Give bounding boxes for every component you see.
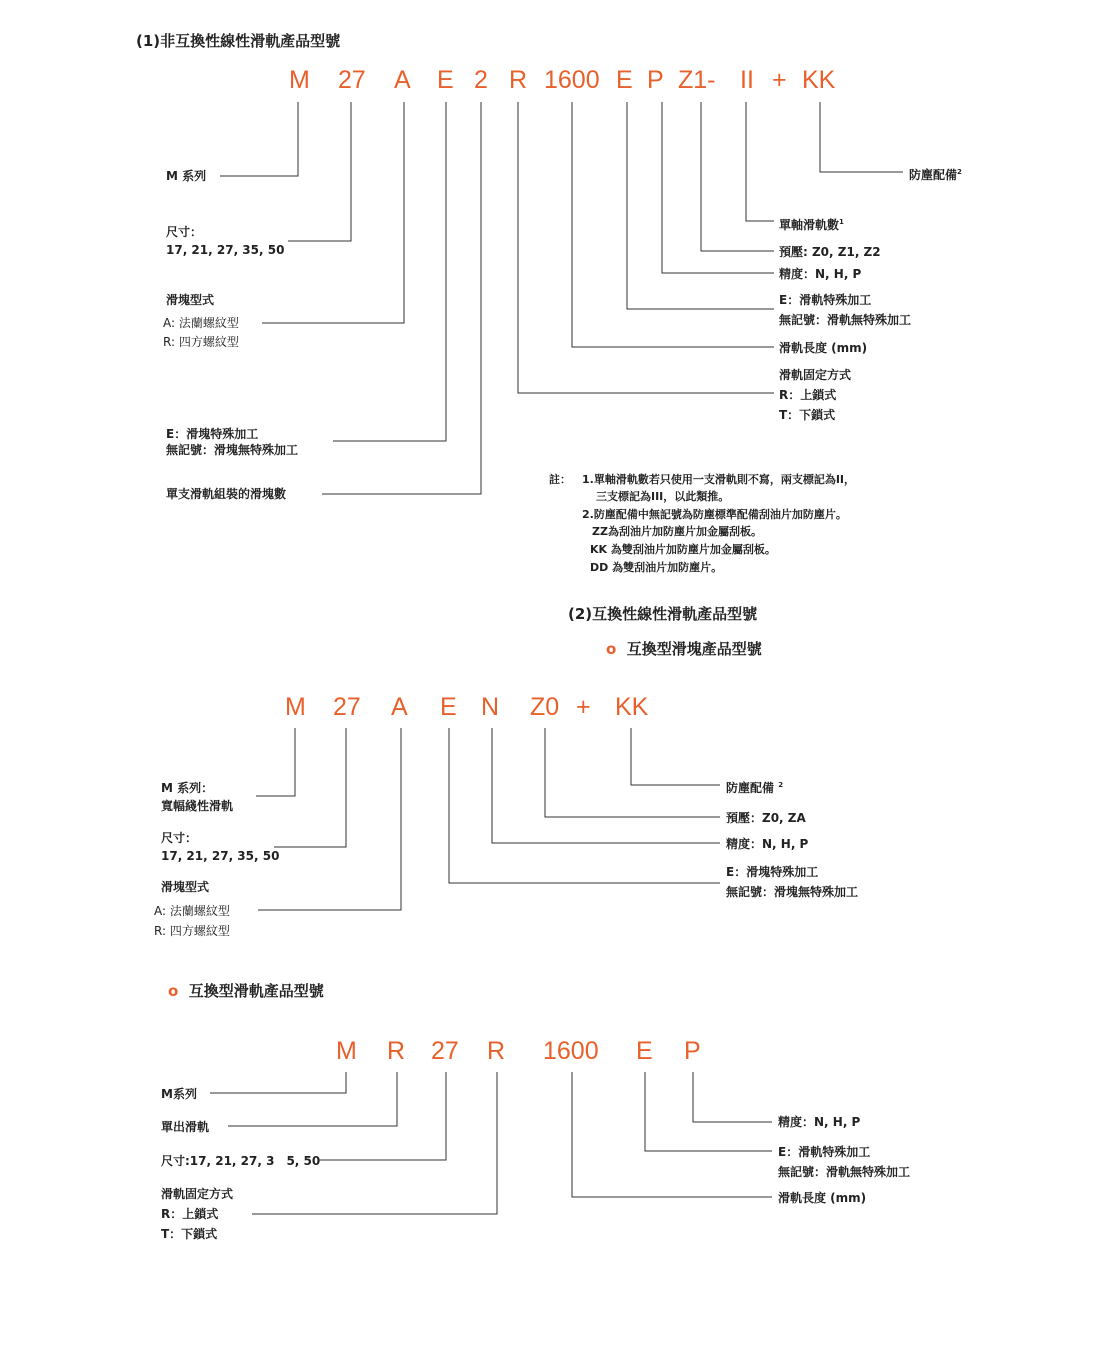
code3-rail-e: E [636,1037,653,1065]
s1-single-rail-label: 單軸滑軌數$^1$ [779,218,844,232]
code2-plus: + [576,693,591,721]
s1-line-preload [701,102,774,251]
s2-series-line2: 寬幅綫性滑軌 [161,799,234,813]
s3-size-label: 尺寸:17, 21, 27, 3 5, 50 [161,1154,321,1168]
s3-e-line1: E：滑軌特殊加工 [778,1145,871,1159]
code2-series: M [285,693,306,721]
code3-accuracy: P [684,1037,701,1065]
s1-fix-title: 滑軌固定方式 [779,368,852,382]
s2-line-block-type [258,728,401,910]
code1-plus: + [772,66,787,94]
s3-line-accuracy [693,1072,772,1122]
note-2b: ZZ為刮油片加防塵片加金屬刮板。 [592,525,762,538]
s3-line-length [572,1072,772,1197]
code1-block-e: E [437,66,454,94]
s2-dust-label: 防塵配備 $^2$ [726,781,784,795]
s2-block-type-r: R: 四方螺紋型 [154,924,230,938]
s3-line-rail-e [645,1072,772,1151]
s1-block-type-r: R: 四方螺紋型 [163,335,239,349]
code1-series: M [289,66,310,94]
s3-single-rail-label: 單出滑軌 [161,1120,210,1134]
s1-line-dust [820,102,903,172]
code1-size: 27 [338,66,366,94]
code1-rail-e: E [616,66,633,94]
code1-block-count: 2 [474,66,488,94]
s3-line-series [210,1072,346,1093]
s3-fix-t: T：下鎖式 [161,1227,218,1241]
s1-accuracy-label: 精度：N, H, P [779,267,862,281]
code3-fix: R [487,1037,506,1065]
code1-single-rail: II [740,66,754,94]
section3-rail-subtitle: o 互換型滑軌產品型號 [168,982,324,1000]
s1-rail-e-line2: 無記號：滑軌無特殊加工 [779,313,912,327]
s1-preload-label: 預壓: Z0, Z1, Z2 [779,245,881,259]
s3-fix-title: 滑軌固定方式 [161,1187,234,1201]
s2-block-type-title: 滑塊型式 [161,880,210,894]
note-1b: 三支標記為III，以此類推。 [596,490,730,503]
s3-line-size [318,1072,446,1160]
s1-rail-length-label: 滑軌長度 (mm) [779,341,868,355]
s2-e-line2: 無記號：滑塊無特殊加工 [726,885,859,899]
s1-size-title: 尺寸： [166,225,203,239]
code2-block-e: E [440,693,457,721]
s2-size-title: 尺寸： [161,831,198,845]
section1-title: (1)非互換性線性滑軌產品型號 [136,32,341,50]
s3-e-line2: 無記號：滑軌無特殊加工 [778,1165,911,1179]
s1-line-block-e [333,102,446,441]
s1-line-block-type [262,102,404,323]
s2-preload-label: 預壓：Z0, ZA [726,811,806,825]
code3-length: 1600 [543,1037,599,1065]
s1-line-size [288,102,351,241]
s1-block-e-line1: E：滑塊特殊加工 [166,427,259,441]
code1-preload: Z1- [678,66,716,94]
s3-series-label: M系列 [161,1087,197,1101]
s1-line-single-rail [746,102,774,221]
s2-series-line1: M 系列： [161,781,214,795]
s1-size-values: 17, 21, 27, 35, 50 [166,243,285,257]
circle-bullet-icon: o [606,640,617,658]
note-2c: KK 為雙刮油片加防塵片加金屬刮板。 [590,543,776,556]
section2-block-subtitle: o 互換型滑塊產品型號 [606,640,762,658]
code2-size: 27 [333,693,361,721]
note-2d: DD 為雙刮油片加防塵片。 [590,561,723,574]
s2-e-line1: E：滑塊特殊加工 [726,865,819,879]
code1-accuracy: P [647,66,664,94]
s1-series-label: M 系列 [166,169,207,183]
s2-line-series [256,728,295,796]
section2-title: (2)互換性線性滑軌產品型號 [568,605,758,623]
s1-block-type-title: 滑塊型式 [166,293,215,307]
s1-line-block-count [322,102,481,494]
s1-line-accuracy [662,102,774,273]
code2-dust: KK [615,693,649,721]
s1-fix-t: T：下鎖式 [779,408,836,422]
s1-line-series [220,102,298,176]
notes-label: 註： [549,473,571,486]
s3-fix-r: R：上鎖式 [161,1207,219,1221]
circle-bullet-icon: o [168,982,179,1000]
s1-dust-label: 防塵配備$^2$ [909,168,962,182]
s1-block-type-a: A: 法蘭螺紋型 [163,316,239,330]
s1-line-length [572,102,774,347]
s1-fix-r: R：上鎖式 [779,388,837,402]
s1-block-count-label: 單支滑軌組裝的滑塊數 [166,487,287,501]
code3-series: M [336,1037,357,1065]
s3-rail-length-label: 滑軌長度 (mm) [778,1191,867,1205]
s2-block-type-a: A: 法蘭螺紋型 [154,904,230,918]
s2-line-preload [545,728,720,817]
code3-single-rail: R [387,1037,406,1065]
s2-line-size [274,728,346,847]
code1-dust: KK [802,66,836,94]
s2-size-values: 17, 21, 27, 35, 50 [161,849,280,863]
code1-length: 1600 [544,66,600,94]
s2-accuracy-label: 精度：N, H, P [726,837,809,851]
code1-block-type: A [394,66,411,94]
code2-preload: Z0 [530,693,560,721]
note-2a: 2.防塵配備中無記號為防塵標準配備刮油片加防塵片。 [582,508,847,521]
s2-line-dust [631,728,720,785]
s1-rail-e-line1: E：滑軌特殊加工 [779,293,872,307]
code2-block-type: A [391,693,408,721]
s2-line-block-e [449,728,720,883]
code3-size: 27 [431,1037,459,1065]
s3-accuracy-label: 精度：N, H, P [778,1115,861,1129]
code2-accuracy: N [481,693,500,721]
note-1a: 1.單軸滑軌數若只使用一支滑軌則不寫，兩支標記為II， [582,473,856,486]
s1-block-e-line2: 無記號：滑塊無特殊加工 [166,443,299,457]
code1-fix: R [509,66,528,94]
s3-line-single-rail [228,1072,397,1126]
s1-line-fix [518,102,774,393]
